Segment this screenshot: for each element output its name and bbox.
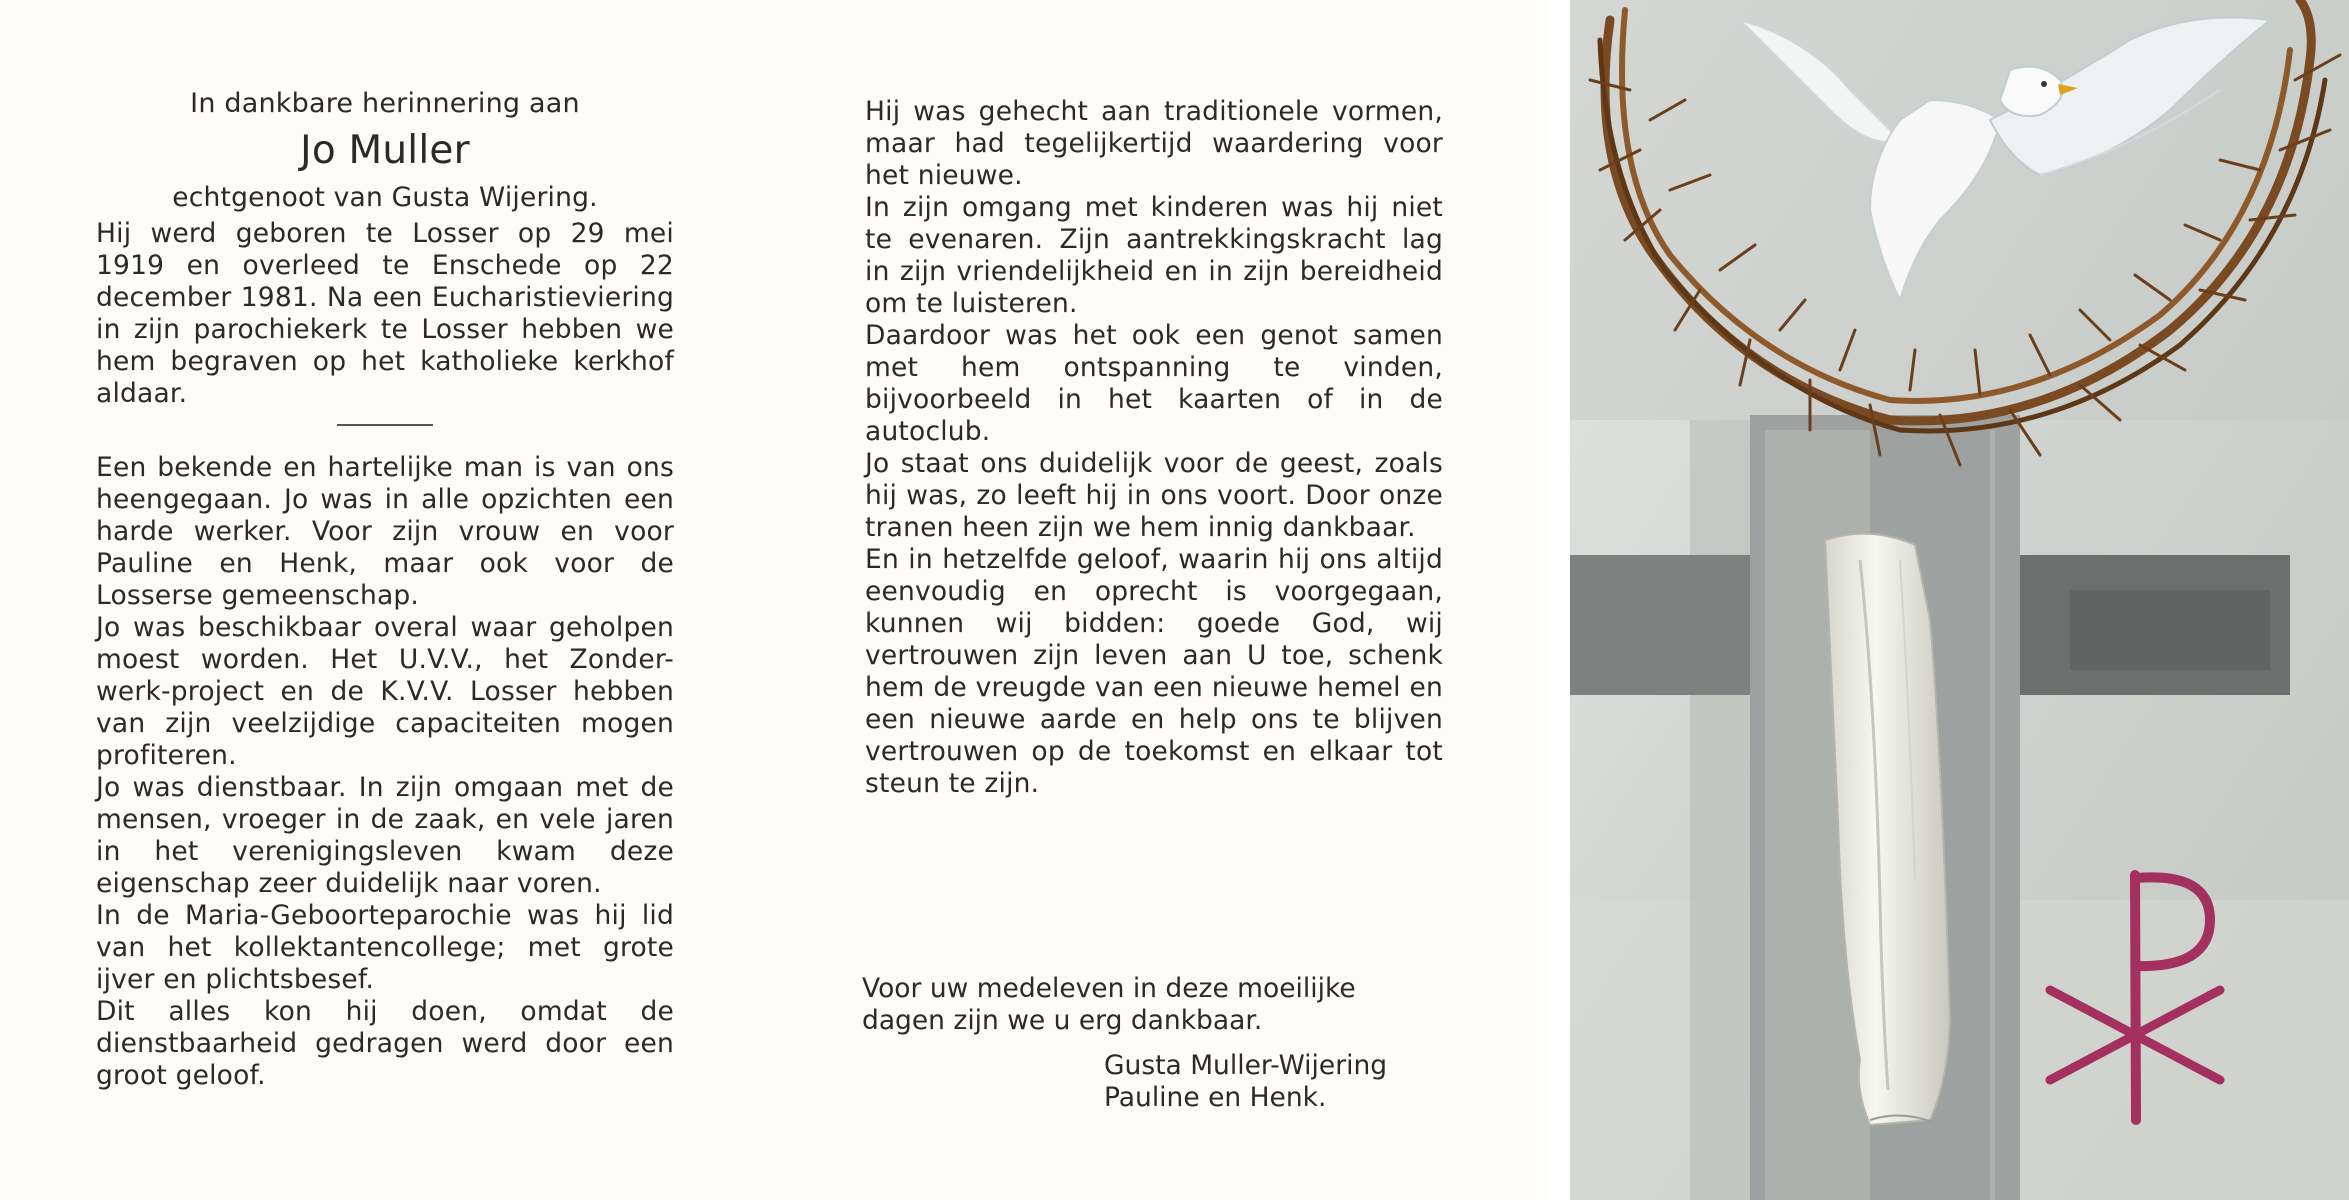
left-column [96,88,674,1092]
tribute-paragraph-7: In zijn omgang met kinderen was hij niet te evenaren. Zijn aantrekkingskracht lag in zijn vriendelijkheid en in zijn bereidheid om te luisteren. [865,192,1443,319]
tribute-paragraph-6: Hij was gehecht aan traditionele vormen, maar had tegelijkertijd waardering voor het nieuwe. [865,96,1443,191]
spouse-line: echtgenoot van Gusta Wijering. [172,182,598,213]
thanks-block [862,973,1442,1037]
devotional-illustration [1570,0,2349,1200]
dove-eye [2041,81,2047,87]
deceased-name: Jo Muller [300,128,470,173]
illustration-svg [1570,0,2349,1200]
signature-block [1104,1050,1387,1114]
tribute-paragraph-3: Jo was dienstbaar. In zijn omgaan met de mensen, vroeger in de zaak, en vele jaren in het verenigingsleven kwam deze eigenschap zeer duidelijk naar voren. [96,772,674,899]
tribute-paragraph-9: Jo staat ons duidelijk voor de geest, zoals hij was, zo leeft hij in ons voort. Door onze tranen heen zijn we hem innig dankbaar. [865,448,1443,543]
tribute-paragraph-2: Jo was beschikbaar overal waar geholpen moest worden. Het U.V.V., het Zonder-werk-project en de K.V.V. Losser hebben van zijn veelzijdige capaciteiten mogen profiteren. [96,612,674,771]
signature-line-1: Gusta Muller-Wijering [1104,1050,1388,1081]
tribute-paragraph-1: Een bekende en hartelijke man is van ons heengegaan. Jo was in alle opzichten een harde werker. Voor zijn vrouw en voor Pauline en Henk, maar ook voor de Losserse gemeenschap. [96,452,674,611]
signature-line-2: Pauline en Henk. [1104,1082,1327,1113]
upper-wash [1570,0,2349,420]
prayer-paragraph: En in hetzelfde geloof, waarin hij ons altijd eenvoudig en oprecht is voorgegaan, kunnen wij bidden: goede God, wij vertrouwen zijn leven aan U toe, schenk hem de vreugde van een nieuwe hemel en een nieuwe aarde en help ons te blijven vertrouwen op de toekomst en elkaar tot steun te zijn. [865,544,1443,799]
intro-line: In dankbare herinnering aan [190,88,580,119]
right-column [865,96,1443,800]
divider-line [337,424,433,426]
thanks-text: Voor uw medeleven in deze moeilijke dagen zijn we u erg dankbaar. [862,973,1356,1036]
biography-paragraph: Hij werd geboren te Losser op 29 mei 1919 en overleed te Enschede op 22 december 1981. Na een Eucharistieviering in zijn parochiekerk te Losser hebben we hem begraven op het katholieke kerkhof aldaar. [96,218,674,409]
tribute-paragraph-8: Daardoor was het ook een genot samen met hem ontspanning te vinden, bijvoorbeeld in het kaarten of in de autoclub. [865,320,1443,447]
tribute-paragraph-5: Dit alles kon hij doen, omdat de dienstbaarheid gedragen werd door een groot geloof. [96,996,674,1091]
card-fold-gap [1548,0,1570,1200]
tribute-paragraph-4: In de Maria-Geboorteparochie was hij lid van het kollektantencollege; met grote ijver en plichtsbesef. [96,900,674,995]
